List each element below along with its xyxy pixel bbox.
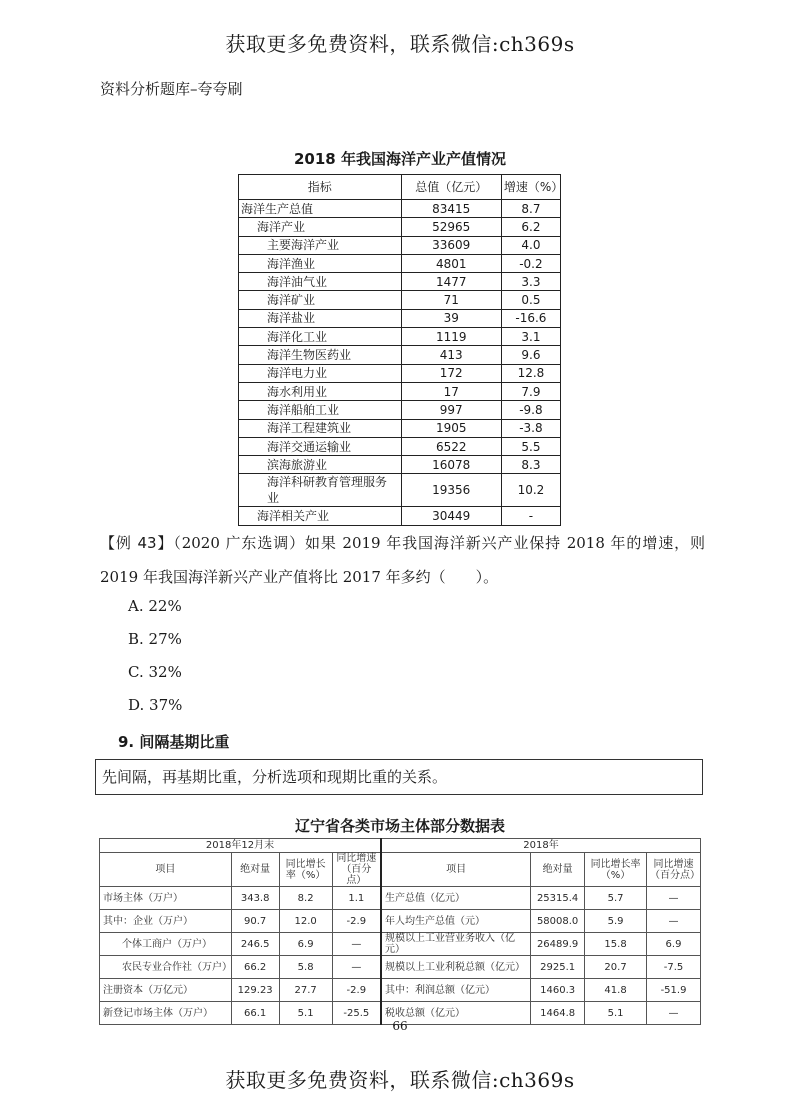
table-header-row bbox=[100, 853, 701, 887]
table-row bbox=[239, 254, 561, 272]
right-growth-points-cell: -51.9 bbox=[647, 979, 701, 1002]
left-growth-rate-cell: 5.8 bbox=[279, 956, 332, 979]
total-value-cell: 1477 bbox=[401, 273, 501, 291]
table-row bbox=[239, 236, 561, 254]
left-item-cell: 个体工商户（万户） bbox=[100, 933, 232, 956]
total-value-cell: 33609 bbox=[401, 236, 501, 254]
indicator-cell: 海洋电力业 bbox=[239, 364, 402, 382]
indicator-cell: 海洋渔业 bbox=[239, 254, 402, 272]
total-value-cell: 172 bbox=[401, 364, 501, 382]
left-item-cell: 其中：企业（万户） bbox=[100, 910, 232, 933]
table-row bbox=[239, 346, 561, 364]
right-header-item: 项目 bbox=[381, 853, 531, 887]
growth-cell: 10.2 bbox=[501, 474, 560, 507]
growth-cell: 5.5 bbox=[501, 437, 560, 455]
left-growth-rate-cell: 6.9 bbox=[279, 933, 332, 956]
indicator-cell: 海水利用业 bbox=[239, 382, 402, 400]
left-growth-rate-cell: 5.1 bbox=[279, 1002, 332, 1025]
table-row bbox=[239, 437, 561, 455]
total-value-cell: 39 bbox=[401, 309, 501, 327]
right-growth-rate-cell: 5.9 bbox=[585, 910, 647, 933]
growth-cell: 9.6 bbox=[501, 346, 560, 364]
right-growth-points-cell: — bbox=[647, 1002, 701, 1025]
total-value-cell: 71 bbox=[401, 291, 501, 309]
growth-cell: 3.3 bbox=[501, 273, 560, 291]
group-header-left: 2018年12月末 bbox=[100, 839, 382, 853]
option-a: A. 22% bbox=[128, 597, 182, 615]
table-row bbox=[239, 218, 561, 236]
growth-cell: 7.9 bbox=[501, 382, 560, 400]
table-row bbox=[100, 979, 701, 1002]
table-row bbox=[239, 309, 561, 327]
table-group-header-row bbox=[100, 839, 701, 853]
left-absolute-cell: 343.8 bbox=[231, 887, 279, 910]
right-growth-rate-cell: 41.8 bbox=[585, 979, 647, 1002]
indicator-cell: 海洋相关产业 bbox=[239, 507, 402, 525]
table-header-row bbox=[239, 175, 561, 200]
table-row bbox=[239, 382, 561, 400]
table-row bbox=[100, 933, 701, 956]
table-row bbox=[239, 507, 561, 525]
left-item-cell: 新登记市场主体（万户） bbox=[100, 1002, 232, 1025]
section-heading: 9. 间隔基期比重 bbox=[118, 733, 230, 751]
table-row bbox=[239, 401, 561, 419]
growth-cell: -16.6 bbox=[501, 309, 560, 327]
table-row bbox=[239, 328, 561, 346]
right-growth-points-cell: — bbox=[647, 910, 701, 933]
table-row bbox=[239, 456, 561, 474]
option-c: C. 32% bbox=[128, 663, 182, 681]
tip-box: 先间隔，再基期比重，分析选项和现期比重的关系。 bbox=[95, 759, 703, 795]
growth-cell: 4.0 bbox=[501, 236, 560, 254]
growth-cell: 3.1 bbox=[501, 328, 560, 346]
total-value-cell: 16078 bbox=[401, 456, 501, 474]
left-header-item: 项目 bbox=[100, 853, 232, 887]
left-growth-rate-cell: 8.2 bbox=[279, 887, 332, 910]
total-value-cell: 1905 bbox=[401, 419, 501, 437]
table-row bbox=[239, 291, 561, 309]
option-b: B. 27% bbox=[128, 630, 182, 648]
document-subtitle: 资料分析题库–夸夸刷 bbox=[100, 80, 243, 98]
right-growth-points-cell: — bbox=[647, 887, 701, 910]
right-absolute-cell: 2925.1 bbox=[531, 956, 585, 979]
growth-cell: - bbox=[501, 507, 560, 525]
indicator-cell: 海洋科研教育管理服务业 bbox=[239, 474, 402, 507]
footer-watermark: 获取更多免费资料，联系微信:ch369s bbox=[225, 1068, 575, 1092]
indicator-cell: 海洋产业 bbox=[239, 218, 402, 236]
right-absolute-cell: 1464.8 bbox=[531, 1002, 585, 1025]
table1-title: 2018 年我国海洋产业产值情况 bbox=[294, 150, 506, 168]
growth-cell: -0.2 bbox=[501, 254, 560, 272]
growth-cell: -3.8 bbox=[501, 419, 560, 437]
option-d: D. 37% bbox=[128, 696, 183, 714]
left-absolute-cell: 66.2 bbox=[231, 956, 279, 979]
liaoning-market-table bbox=[99, 838, 701, 1025]
right-item-cell: 生产总值（亿元） bbox=[381, 887, 531, 910]
question-example-43 bbox=[100, 526, 705, 594]
total-value-cell: 17 bbox=[401, 382, 501, 400]
left-header-growth-points: 同比增速（百分点） bbox=[332, 853, 381, 887]
ocean-industry-table bbox=[238, 174, 564, 526]
total-value-cell: 83415 bbox=[401, 200, 501, 218]
indicator-cell: 海洋船舶工业 bbox=[239, 401, 402, 419]
left-growth-points-cell: -25.5 bbox=[332, 1002, 381, 1025]
table-row bbox=[100, 887, 701, 910]
left-header-absolute: 绝对量 bbox=[231, 853, 279, 887]
header-watermark: 获取更多免费资料，联系微信:ch369s bbox=[225, 32, 575, 56]
right-growth-rate-cell: 15.8 bbox=[585, 933, 647, 956]
column-header-total: 总值（亿元） bbox=[401, 175, 501, 200]
indicator-cell: 海洋生物医药业 bbox=[239, 346, 402, 364]
indicator-cell: 海洋矿业 bbox=[239, 291, 402, 309]
question-text: （2020 广东选调）如果 2019 年我国海洋新兴产业保持 2018 年的增速，则 2019 年我国海洋新兴产业产值将比 2017 年多约（ ）。 bbox=[100, 534, 705, 586]
total-value-cell: 4801 bbox=[401, 254, 501, 272]
right-header-growth-rate: 同比增长率（%） bbox=[585, 853, 647, 887]
total-value-cell: 19356 bbox=[401, 474, 501, 507]
right-growth-rate-cell: 5.7 bbox=[585, 887, 647, 910]
table-row bbox=[239, 474, 561, 507]
left-item-cell: 市场主体（万户） bbox=[100, 887, 232, 910]
left-absolute-cell: 90.7 bbox=[231, 910, 279, 933]
right-growth-points-cell: -7.5 bbox=[647, 956, 701, 979]
left-growth-points-cell: 1.1 bbox=[332, 887, 381, 910]
left-growth-rate-cell: 12.0 bbox=[279, 910, 332, 933]
page-number: 66 bbox=[392, 1019, 408, 1033]
total-value-cell: 30449 bbox=[401, 507, 501, 525]
right-growth-points-cell: 6.9 bbox=[647, 933, 701, 956]
growth-cell: 8.7 bbox=[501, 200, 560, 218]
growth-cell: 0.5 bbox=[501, 291, 560, 309]
left-growth-points-cell: -2.9 bbox=[332, 910, 381, 933]
indicator-cell: 海洋生产总值 bbox=[239, 200, 402, 218]
column-header-indicator: 指标 bbox=[239, 175, 402, 200]
left-growth-rate-cell: 27.7 bbox=[279, 979, 332, 1002]
right-absolute-cell: 1460.3 bbox=[531, 979, 585, 1002]
growth-cell: 6.2 bbox=[501, 218, 560, 236]
left-absolute-cell: 66.1 bbox=[231, 1002, 279, 1025]
indicator-cell: 海洋交通运输业 bbox=[239, 437, 402, 455]
indicator-cell: 海洋化工业 bbox=[239, 328, 402, 346]
left-item-cell: 农民专业合作社（万户） bbox=[100, 956, 232, 979]
growth-cell: -9.8 bbox=[501, 401, 560, 419]
growth-cell: 8.3 bbox=[501, 456, 560, 474]
indicator-cell: 海洋盐业 bbox=[239, 309, 402, 327]
total-value-cell: 6522 bbox=[401, 437, 501, 455]
table-row bbox=[239, 273, 561, 291]
left-growth-points-cell: — bbox=[332, 956, 381, 979]
table2-title: 辽宁省各类市场主体部分数据表 bbox=[294, 817, 505, 835]
total-value-cell: 413 bbox=[401, 346, 501, 364]
indicator-cell: 滨海旅游业 bbox=[239, 456, 402, 474]
table-row bbox=[100, 956, 701, 979]
right-item-cell: 规模以上工业利税总额（亿元） bbox=[381, 956, 531, 979]
left-header-growth-rate: 同比增长率（%） bbox=[279, 853, 332, 887]
table-row bbox=[100, 910, 701, 933]
right-growth-rate-cell: 5.1 bbox=[585, 1002, 647, 1025]
right-growth-rate-cell: 20.7 bbox=[585, 956, 647, 979]
right-absolute-cell: 25315.4 bbox=[531, 887, 585, 910]
total-value-cell: 997 bbox=[401, 401, 501, 419]
right-header-absolute: 绝对量 bbox=[531, 853, 585, 887]
table-row bbox=[239, 419, 561, 437]
table-row bbox=[239, 364, 561, 382]
left-item-cell: 注册资本（万亿元） bbox=[100, 979, 232, 1002]
indicator-cell: 海洋油气业 bbox=[239, 273, 402, 291]
total-value-cell: 52965 bbox=[401, 218, 501, 236]
column-header-growth: 增速（%） bbox=[501, 175, 560, 200]
right-header-growth-points: 同比增速（百分点） bbox=[647, 853, 701, 887]
right-item-cell: 税收总额（亿元） bbox=[381, 1002, 531, 1025]
right-item-cell: 年人均生产总值（元） bbox=[381, 910, 531, 933]
left-growth-points-cell: -2.9 bbox=[332, 979, 381, 1002]
right-absolute-cell: 26489.9 bbox=[531, 933, 585, 956]
total-value-cell: 1119 bbox=[401, 328, 501, 346]
indicator-cell: 海洋工程建筑业 bbox=[239, 419, 402, 437]
growth-cell: 12.8 bbox=[501, 364, 560, 382]
right-absolute-cell: 58008.0 bbox=[531, 910, 585, 933]
table-row bbox=[239, 200, 561, 218]
question-number: 【例 43】 bbox=[100, 534, 174, 552]
group-header-right: 2018年 bbox=[381, 839, 700, 853]
left-absolute-cell: 246.5 bbox=[231, 933, 279, 956]
right-item-cell: 其中：利润总额（亿元） bbox=[381, 979, 531, 1002]
indicator-cell: 主要海洋产业 bbox=[239, 236, 402, 254]
left-absolute-cell: 129.23 bbox=[231, 979, 279, 1002]
right-item-cell: 规模以上工业营业务收入（亿元） bbox=[381, 933, 531, 956]
left-growth-points-cell: — bbox=[332, 933, 381, 956]
